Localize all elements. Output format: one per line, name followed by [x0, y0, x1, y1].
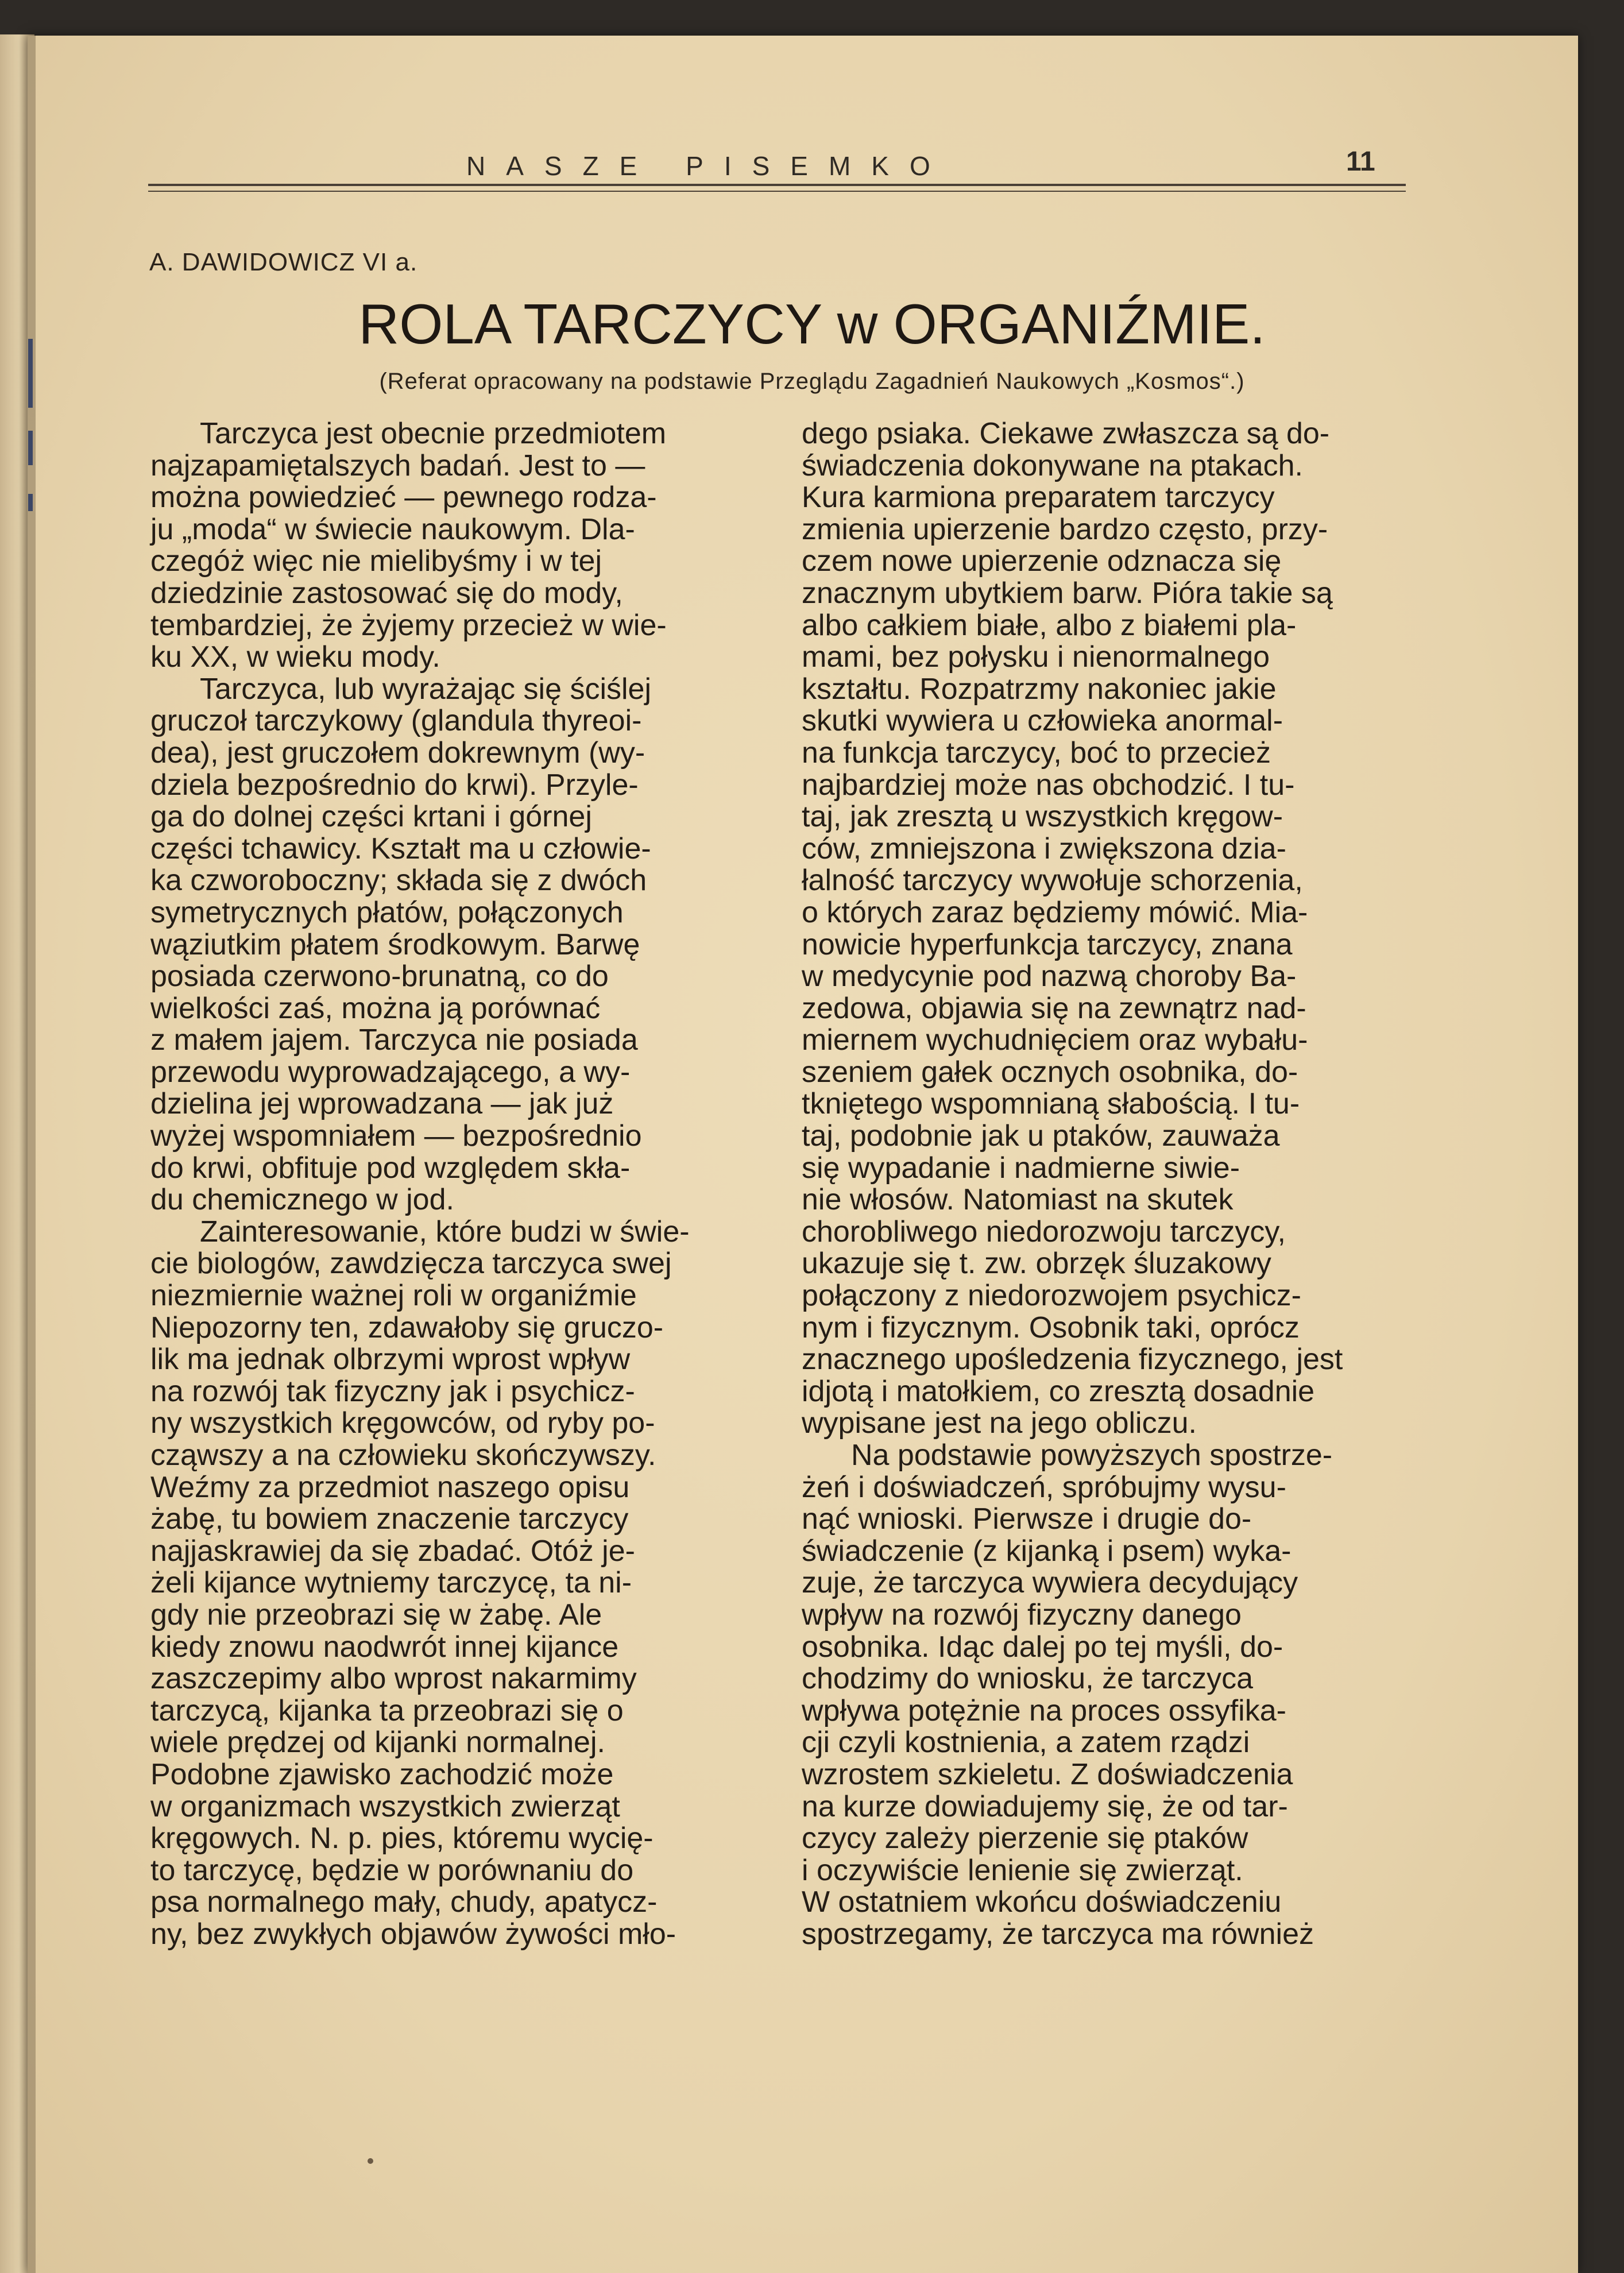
text-line: dziela bezpośrednio do krwi). Przyle-	[150, 768, 639, 802]
text-line: najjaskrawiej da się zbadać. Otóż je-	[150, 1534, 635, 1568]
text-line: du chemicznego w jod.	[150, 1183, 454, 1217]
text-line: lik ma jednak olbrzymi wprost wpływ	[150, 1343, 631, 1377]
text-line: nym i fizycznym. Osobnik taki, oprócz	[802, 1311, 1300, 1344]
text-line: idjotą i matołkiem, co zresztą dosadnie	[802, 1374, 1315, 1408]
text-column-left	[150, 418, 771, 1951]
text-line: cie biologów, zawdzięcza tarczyca swej	[150, 1247, 672, 1281]
text-line: dzielina jej wprowadzana — jak już	[150, 1087, 614, 1121]
article-subtitle: (Referat opracowany na podstawie Przeglądu Zagadnień Naukowych „Kosmos“.)	[379, 369, 1245, 394]
text-line: chodzimy do wniosku, że tarczyca	[802, 1662, 1254, 1696]
text-line: ny, bez zwykłych objawów żywości mło-	[150, 1917, 676, 1951]
text-line: posiada czerwono-brunatną, co do	[150, 960, 609, 994]
text-line: się wypadanie i nadmierne siwie-	[802, 1151, 1240, 1185]
text-line: Tarczyca jest obecnie przedmiotem	[200, 417, 667, 450]
text-line: dziedzinie zastosować się do mody,	[150, 576, 623, 610]
text-line: kręgowych. N. p. pies, któremu wycię-	[150, 1822, 654, 1855]
text-line: tembardziej, że żyjemy przecież w wie-	[150, 608, 667, 642]
text-line: żeli kijance wytniemy tarczycę, ta ni-	[150, 1566, 632, 1600]
text-line: ców, zmniejszona i zwiększona dzia-	[802, 832, 1286, 865]
text-line: o których zaraz będziemy mówić. Mia-	[802, 895, 1308, 929]
text-line: świadczenia dokonywane na ptakach.	[802, 449, 1304, 482]
text-line: i oczywiście lenienie się zwierząt.	[802, 1853, 1243, 1887]
text-line: gruczoł tarczykowy (glandula thyreoi-	[150, 704, 642, 738]
text-line: kształtu. Rozpatrzmy nakoniec jakie	[802, 672, 1277, 706]
paper-speck	[368, 2158, 373, 2164]
text-line: nie włosów. Natomiast na skutek	[802, 1183, 1234, 1217]
text-line: dea), jest gruczołem dokrewnym (wy-	[150, 736, 645, 770]
text-line: zaszczepimy albo wprost nakarmimy	[150, 1662, 637, 1696]
text-line: znacznym ubytkiem barw. Pióra takie są	[802, 576, 1333, 610]
text-line: wiele prędzej od kijanki normalnej.	[150, 1726, 605, 1760]
text-line: zmienia upierzenie bardzo często, przy-	[802, 512, 1328, 546]
text-line: wzrostem szkieletu. Z doświadczenia	[802, 1757, 1293, 1791]
text-line: taj, jak zresztą u wszystkich kręgow-	[802, 800, 1283, 834]
text-line: gdy nie przeobrazi się w żabę. Ale	[150, 1598, 602, 1632]
text-line: części tchawicy. Kształt ma u człowie-	[150, 832, 651, 865]
text-line: żeń i doświadczeń, spróbujmy wysu-	[802, 1470, 1286, 1504]
article-title: ROLA TARCZYCY w ORGANIŹMIE.	[358, 292, 1266, 355]
text-line: niezmiernie ważnej roli w organiźmie	[150, 1279, 637, 1313]
text-line: Kura karmiona preparatem tarczycy	[802, 481, 1275, 515]
text-line: czycy zależy pierzenie się ptaków	[802, 1822, 1248, 1855]
text-line: skutki wywiera u człowieka anormal-	[802, 704, 1283, 738]
text-column-right	[802, 418, 1431, 1951]
text-line: psa normalnego mały, chudy, apatycz-	[150, 1885, 658, 1919]
text-line: w medycynie pod nazwą choroby Ba-	[802, 960, 1297, 994]
text-line: chorobliwego niedorozwoju tarczycy,	[802, 1215, 1286, 1248]
text-line: szeniem gałek ocznych osobnika, do-	[802, 1055, 1298, 1089]
text-line: zedowa, objawia się na zewnątrz nad-	[802, 991, 1306, 1025]
text-line: ny wszystkich kręgowców, od ryby po-	[150, 1406, 655, 1440]
text-line: świadczenie (z kijanką i psem) wyka-	[802, 1534, 1292, 1568]
text-line: czem nowe upierzenie odznacza się	[802, 544, 1282, 578]
text-line: ka czworoboczny; składa się z dwóch	[150, 864, 647, 898]
running-header-title: NASZE PISEMKO	[466, 151, 951, 181]
text-line: wyżej wspomniałem — bezpośrednio	[150, 1119, 642, 1153]
text-line: wielkości zaś, można ją porównać	[150, 991, 601, 1025]
text-line: wąziutkim płatem środkowym. Barwę	[150, 927, 640, 961]
text-line: wypisane jest na jego obliczu.	[802, 1406, 1197, 1440]
text-line: ku XX, w wieku mody.	[150, 640, 440, 674]
text-line: najzapamiętalszych badań. Jest to —	[150, 449, 645, 482]
text-line: to tarczycę, będzie w porównaniu do	[150, 1853, 634, 1887]
text-line: osobnika. Idąc dalej po tej myśli, do-	[802, 1630, 1283, 1664]
text-line: wpływa potężnie na proces ossyfika-	[802, 1694, 1286, 1727]
text-line: wpływ na rozwój fizyczny danego	[802, 1598, 1242, 1632]
page-number: 11	[1346, 146, 1375, 177]
text-line: symetrycznych płatów, połączonych	[150, 895, 624, 929]
text-line: Podobne zjawisko zachodzić może	[150, 1757, 614, 1791]
text-line: z małem jajem. Tarczyca nie posiada	[150, 1023, 638, 1057]
binding-thread-mark	[28, 494, 33, 511]
text-line: tkniętego wspomnianą słabością. I tu-	[802, 1087, 1300, 1121]
header-rule	[148, 184, 1406, 186]
text-line: W ostatniem wkońcu doświadczeniu	[802, 1885, 1282, 1919]
text-line: Na podstawie powyższych spostrze-	[851, 1439, 1333, 1472]
text-line: ukazuje się t. zw. obrzęk śluzakowy	[802, 1247, 1271, 1281]
text-line: kiedy znowu naodwrót innej kijance	[150, 1630, 619, 1664]
text-line: najbardziej może nas obchodzić. I tu-	[802, 768, 1295, 802]
text-line: Weźmy za przedmiot naszego opisu	[150, 1470, 630, 1504]
text-line: łalność tarczycy wywołuje schorzenia,	[802, 864, 1303, 898]
text-line: albo całkiem białe, albo z białemi pla-	[802, 608, 1297, 642]
text-line: nowicie hyperfunkcja tarczycy, znana	[802, 927, 1293, 961]
binding-thread-mark	[28, 431, 33, 465]
text-line: zuje, że tarczyca wywiera decydujący	[802, 1566, 1298, 1600]
text-line: na funkcja tarczycy, boć to przecież	[802, 736, 1271, 770]
text-line: Tarczyca, lub wyrażając się ściślej	[200, 672, 652, 706]
text-line: tarczycą, kijanka ta przeobrazi się o	[150, 1694, 624, 1727]
text-line: Niepozorny ten, zdawałoby się gruczo-	[150, 1311, 664, 1344]
text-line: dego psiaka. Ciekawe zwłaszcza są do-	[802, 417, 1330, 450]
header-rule	[148, 191, 1406, 192]
text-line: przewodu wyprowadzającego, a wy-	[150, 1055, 631, 1089]
text-line: cji czyli kostnienia, a zatem rządzi	[802, 1726, 1250, 1760]
text-line: połączony z niedorozwojem psychicz-	[802, 1279, 1301, 1313]
text-line: taj, podobnie jak u ptaków, zauważa	[802, 1119, 1280, 1153]
text-line: w organizmach wszystkich zwierząt	[150, 1789, 620, 1823]
text-line: cząwszy a na człowieku skończywszy.	[150, 1439, 656, 1472]
article-author: A. DAWIDOWICZ VI a.	[149, 248, 418, 276]
text-line: ga do dolnej części krtani i górnej	[150, 800, 592, 834]
text-line: ju „moda“ w świecie naukowym. Dla-	[150, 512, 635, 546]
text-line: znacznego upośledzenia fizycznego, jest	[802, 1343, 1343, 1377]
text-line: mami, bez połysku i nienormalnego	[802, 640, 1270, 674]
text-line: na kurze dowiadujemy się, że od tar-	[802, 1789, 1288, 1823]
text-line: można powiedzieć — pewnego rodza-	[150, 481, 657, 515]
text-line: czegóż więc nie mielibyśmy i w tej	[150, 544, 602, 578]
text-line: na rozwój tak fizyczny jak i psychicz-	[150, 1374, 635, 1408]
text-line: miernem wychudnięciem oraz wybału-	[802, 1023, 1308, 1057]
text-line: spostrzegamy, że tarczyca ma również	[802, 1917, 1314, 1951]
text-line: Zainteresowanie, które budzi w świe-	[200, 1215, 690, 1248]
text-line: żabę, tu bowiem znaczenie tarczycy	[150, 1502, 629, 1536]
text-line: nąć wnioski. Pierwsze i drugie do-	[802, 1502, 1252, 1536]
text-line: do krwi, obfituje pod względem skła-	[150, 1151, 631, 1185]
